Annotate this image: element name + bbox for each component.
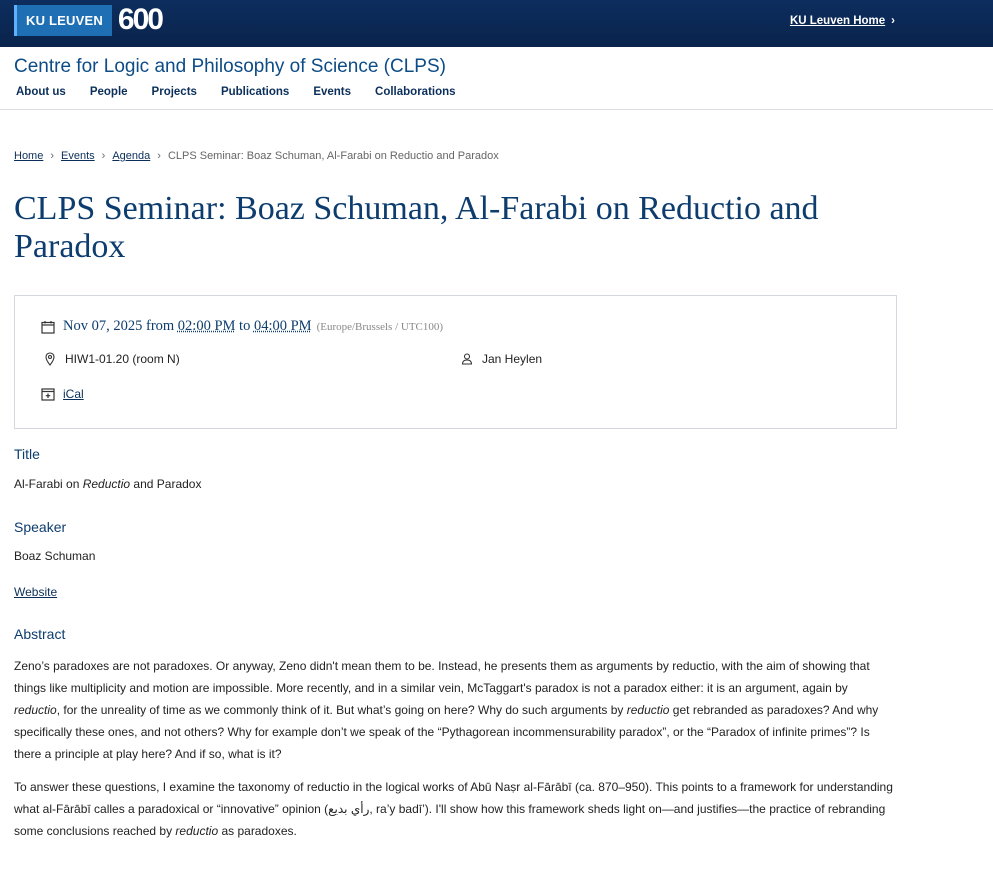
event-date: Nov 07, 2025 <box>63 318 143 334</box>
nav-publications[interactable]: Publications <box>220 86 290 98</box>
nav-collaborations[interactable]: Collaborations <box>375 86 456 98</box>
nav-divider <box>0 109 993 110</box>
speaker-heading: Speaker <box>14 519 67 535</box>
home-link-label: KU Leuven Home <box>789 15 886 27</box>
event-contact: Jan Heylen <box>482 352 543 366</box>
start-time: 02:00 PM <box>177 318 236 334</box>
chevron-right-icon: › <box>891 15 895 27</box>
from-word: from <box>145 318 175 334</box>
nav-events[interactable]: Events <box>313 86 352 98</box>
main-nav <box>16 86 480 98</box>
breadcrumb <box>14 150 499 162</box>
event-date-row <box>41 318 443 335</box>
abstract-body <box>14 655 894 853</box>
ku-leuven-logo[interactable] <box>14 4 162 36</box>
abstract-heading: Abstract <box>14 626 66 642</box>
breadcrumb-sep: › <box>157 150 161 162</box>
end-time: 04:00 PM <box>253 318 312 334</box>
calendar-icon <box>41 320 55 334</box>
to-word: to <box>239 318 251 334</box>
ical-row <box>41 387 84 401</box>
event-contact-row <box>460 352 542 366</box>
abstract-paragraph-1: Zeno’s paradoxes are not paradoxes. Or anyway, Zeno didn't mean them to be. Instead, he presents them as arguments by reductio, with the aim of showing that things like multiplicity and motion are impossible. More recently, and in a similar vein, McTaggart's paradox is not a paradox either: it is an argument, again by reductio, for the unreality of time as we commonly think of it. But what’s going on here? Why do such arguments by reductio get rebranded as paradoxes? And why specifically these ones, and not others? Why for example don’t we speak of the “Pythagorean incommensurability paradox”, or the “Paradox of infinite primes”? Is there a principle at play here? And if so, what is it? <box>14 659 879 761</box>
event-location: HIW1-01.20 (room N) <box>65 352 180 366</box>
website-link[interactable]: Website <box>14 585 58 599</box>
event-details-box <box>14 295 897 429</box>
breadcrumb-home[interactable]: Home <box>14 150 44 162</box>
speaker-name: Boaz Schuman <box>14 549 96 563</box>
location-pin-icon <box>43 352 57 366</box>
event-location-row <box>43 352 180 366</box>
calendar-add-icon <box>41 387 55 401</box>
nav-about-us[interactable]: About us <box>16 86 66 98</box>
page-title: CLPS Seminar: Boaz Schuman, Al-Farabi on Reductio and Paradox <box>14 190 819 265</box>
breadcrumb-events[interactable]: Events <box>61 150 95 162</box>
ku-leuven-home-link[interactable] <box>790 15 895 27</box>
breadcrumb-sep: › <box>50 150 55 162</box>
breadcrumb-sep: › <box>101 150 106 162</box>
nav-people[interactable]: People <box>89 86 128 98</box>
site-title[interactable]: Centre for Logic and Philosophy of Science (CLPS) <box>14 56 446 77</box>
nav-projects[interactable]: Projects <box>151 86 197 98</box>
logo-text: KU LEUVEN <box>14 5 112 36</box>
ical-link[interactable]: iCal <box>63 387 84 401</box>
top-bar <box>0 0 993 47</box>
timezone: (Europe/Brussels / UTC100) <box>316 320 444 333</box>
talk-title: Al-Farabi on Reductio and Paradox <box>14 477 202 491</box>
breadcrumb-current: CLPS Seminar: Boaz Schuman, Al-Farabi on Reductio and Paradox <box>167 150 499 162</box>
person-icon <box>460 352 474 366</box>
abstract-paragraph-2: To answer these questions, I examine the taxonomy of reductio in the logical works of Abū Naṣr al-Fārābī (ca. 870–950). This points to a framework for understanding what al-Fārābī calles a paradoxical or “innovative” opinion (رأي بديع, ra’y badī’). I'll show how this framework sheds light on—and justifies—the practice of rebranding some conclusions reached by reductio as paradoxes. <box>14 780 893 838</box>
logo-600-icon: 600 <box>117 3 162 36</box>
title-heading: Title <box>14 446 40 462</box>
breadcrumb-agenda[interactable]: Agenda <box>112 150 151 162</box>
